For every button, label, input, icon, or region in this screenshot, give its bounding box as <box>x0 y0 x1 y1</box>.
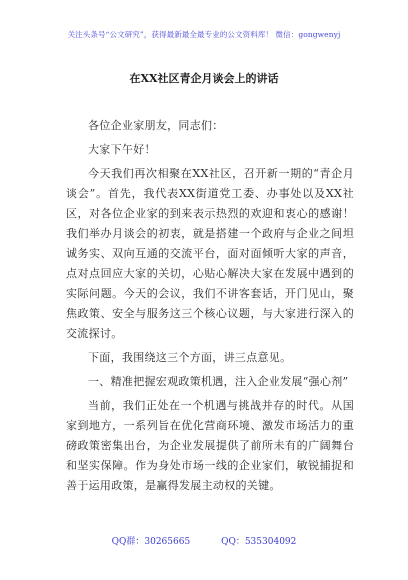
section-heading-1: 一、精准把握宏观政策机遇，注入企业发展“强心剂” <box>88 375 349 388</box>
document-body <box>66 116 354 500</box>
footer-qq-group: QQ群：30265665 <box>111 537 191 547</box>
footer <box>0 534 408 547</box>
greeting: 大家下午好！ <box>88 143 156 156</box>
intro-paragraph: 今天我们再次相聚在XX社区，召开新一期的“青企月谈会”。首先，我代表XX街道党工委、办事处以及XX社区，对各位企业家的到来表示热烈的欢迎和衷心的感谢！我们举办月谈会的初衷，就是搭建一个政府与企业之间坦诚务实、双向互通的交流平台，面对面倾听大家的声音，点对点回应大家的关切，心贴心解决大家在发展中遇到的实际问题。今天的会议，我们不讲客套话，开门见山，聚焦政策、安全与服务这三个核心议题，与大家进行深入的交流探讨。 <box>66 167 354 340</box>
top-banner: 关注头条号“公文研究”，获得最新最全最专业的公文资料库！ 微信：gongwenyj <box>67 30 341 39</box>
footer-qq: QQ：535304092 <box>221 537 297 547</box>
document-title: 在XX社区青企月谈会上的讲话 <box>129 72 279 85</box>
salutation: 各位企业家朋友，同志们： <box>88 119 224 132</box>
section-paragraph-1: 当前，我们正处在一个机遇与挑战并存的时代。从国家到地方，一系列旨在优化营商环境、激发市场活力的重磅政策密集出台，为企业发展提供了前所未有的广阔舞台和坚实保障。作为身处市场一线的企业家们，敏锐捕捉和善于运用政策，是赢得发展主动权的关键。 <box>66 399 354 492</box>
outline-paragraph: 下面，我围绕这三个方面，讲三点意见。 <box>88 351 292 364</box>
